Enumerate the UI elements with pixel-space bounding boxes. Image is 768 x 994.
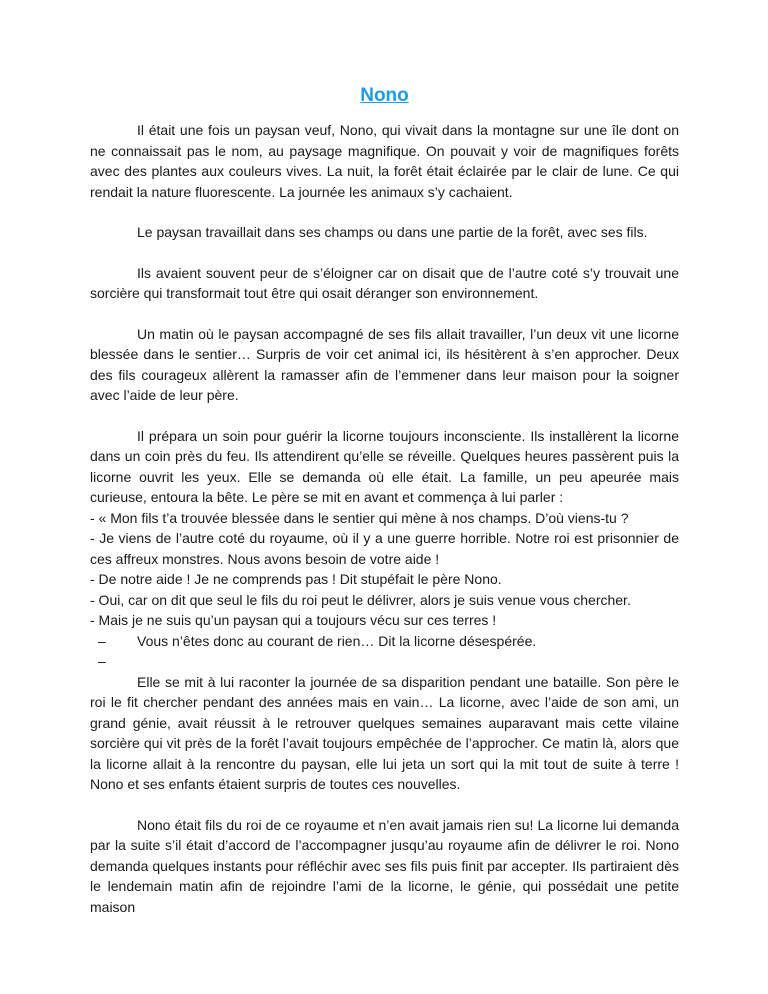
paragraph-3: Ils avaient souvent peur de s’éloigner car on disait que de l’autre coté s’y trouvait une sorcière qui transformait tout être qui osait déranger son environnement. bbox=[90, 264, 679, 301]
dash-list-item-1 bbox=[90, 631, 679, 652]
document-title: Nono bbox=[360, 85, 409, 106]
paragraph-2: Le paysan travaillait dans ses champs ou dans une partie de la forêt, avec ses fils. bbox=[137, 224, 648, 240]
paragraph-1: Il était une fois un paysan veuf, Nono, qui vivait dans la montagne sur une île dont on ne connaissait pas le nom, au paysage magnifique. On pouvait y voir de magnifiques forêts avec des plantes aux couleurs vives. La nuit, la forêt était éclairée par le clair de lune. Ce qui rendait la nature fluorescente. La journée les animaux s’y cachaient. bbox=[90, 122, 679, 200]
paragraph-4: Un matin où le paysan accompagné de ses fils allait travailler, l’un deux vit une licorne blessée dans le sentier… Surpris de voir cet animal ici, ils hésitèrent à s’en approcher. Deux des fils courageux allèrent la ramasser afin de l’emmener dans leur maison pour la soigner avec l’aide de leur père. bbox=[90, 325, 679, 403]
dialogue-line-3: - De notre aide ! Je ne comprends pas ! Dit stupéfait le père Nono. bbox=[90, 571, 502, 587]
paragraph-6: Elle se mit à lui raconter la journée de sa disparition pendant une bataille. Son père le roi le fit chercher pendant des années mais en vain… La licorne, avec l’aide de son ami, un grand génie, avait réussit à le retrouver quelques semaines auparavant mais cette vilaine sorcière qui vit près de la forêt l’avait toujours empêchée de l’approcher. Ce matin là, alors que la licorne allait à la rencontre du paysan, elle lui jeta un sort qui la mit tout de suite à terre ! Nono et ses enfants étaient surpris de toutes ces nouvelles. bbox=[90, 673, 679, 792]
dialogue-line-5: - Mais je ne suis qu’un paysan qui a toujours vécu sur ces terres ! bbox=[90, 612, 497, 628]
dash-list-item-2 bbox=[90, 651, 679, 672]
dialogue-line-4: - Oui, car on dit que seul le fils du roi peut le délivrer, alors je suis venue vous chercher. bbox=[90, 591, 631, 608]
paragraph-7: Nono était fils du roi de ce royaume et n’en avait jamais rien su! La licorne lui demanda par la suite s’il était d’accord de l’accompagner jusqu’au royaume afin de délivrer le roi. Nono demanda quelques instants pour réfléchir avec ses fils puis finit par accepter. Ils partiraient dès le lendemain matin afin de rejoindre l’ami de la licorne, le génie, qui possédait une petite maison bbox=[90, 816, 679, 915]
paragraph-5: Il prépara un soin pour guérir la licorne toujours inconsciente. Ils installèrent la licorne dans un coin près du feu. Ils attendirent qu’elle se réveille. Quelques heures passèrent puis la licorne ouvrit les yeux. Elle se demanda où elle était. La famille, un peu apeurée mais curieuse, entoura la bête. Le père se mit en avant et commença à lui parler : bbox=[90, 427, 679, 505]
dialogue-line-1: - « Mon fils t’a trouvée blessée dans le sentier qui mène à nos champs. D’où viens-tu ? bbox=[90, 509, 629, 526]
dash-item-text: Vous n’êtes donc au courant de rien… Dit la licorne désespérée. bbox=[137, 632, 537, 649]
dash-marker: – bbox=[98, 653, 106, 669]
dialogue-line-2: - Je viens de l’autre coté du royaume, où il y a une guerre horrible. Notre roi est prisonnier de ces affreux monstres. Nous avons besoin de votre aide ! bbox=[90, 530, 679, 567]
dash-marker: – bbox=[98, 632, 106, 649]
